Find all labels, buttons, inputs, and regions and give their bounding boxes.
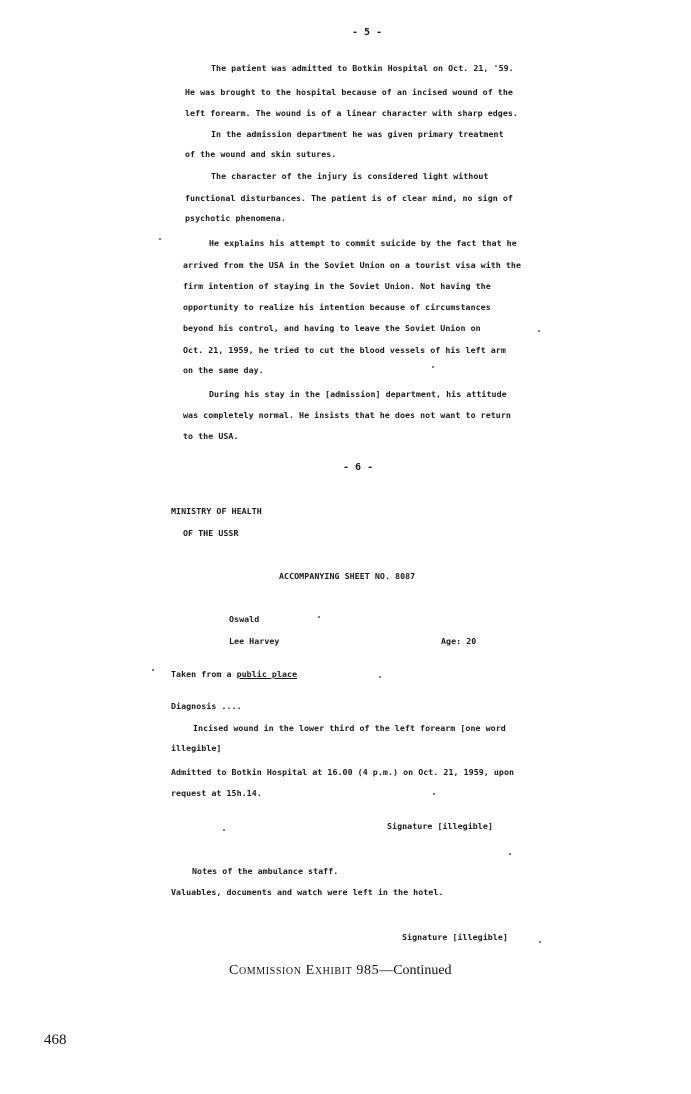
body-line: During his stay in the [admission] department, his attitude (209, 389, 507, 399)
scan-speck (432, 366, 434, 368)
signature-line: Signature [illegible] (387, 821, 493, 831)
ministry-heading: MINISTRY OF HEALTH (171, 506, 262, 516)
scan-speck (509, 853, 511, 855)
scan-speck (539, 941, 541, 943)
body-line: The patient was admitted to Botkin Hospital on Oct. 21, '59. (211, 63, 514, 73)
notes-text: Valuables, documents and watch were left in the hotel. (171, 887, 444, 897)
body-line: functional disturbances. The patient is of clear mind, no sign of (185, 193, 513, 203)
folio-number: 468 (44, 1032, 67, 1048)
page-number-6: - 6 - (343, 462, 374, 473)
signature-line: Signature [illegible] (402, 932, 508, 942)
body-line: He was brought to the hospital because of an incised wound of the (185, 87, 513, 97)
patient-surname: Oswald (229, 614, 260, 624)
diagnosis-label: Diagnosis .... (171, 701, 242, 711)
scan-speck (152, 669, 154, 671)
body-line: arrived from the USA in the Soviet Union on a tourist visa with the (183, 260, 522, 270)
taken-from-label: Taken from a (171, 669, 237, 679)
patient-given-names: Lee Harvey (229, 636, 280, 646)
body-line: beyond his control, and having to leave the Soviet Union on (183, 323, 481, 333)
exhibit-name: Commission Exhibit 985 (229, 963, 380, 978)
body-line: firm intention of staying in the Soviet Union. Not having the (183, 281, 491, 291)
body-line: opportunity to realize his intention because of circumstances (183, 302, 491, 312)
admission-text: request at 15h.14. (171, 788, 262, 798)
body-line: The character of the injury is considered light without (211, 171, 489, 181)
exhibit-caption (229, 963, 452, 979)
body-line: was completely normal. He insists that he does not want to return (183, 410, 511, 420)
scan-speck (223, 829, 225, 831)
body-line: He explains his attempt to commit suicide by the fact that he (209, 238, 517, 248)
body-line: to the USA. (183, 431, 239, 441)
scan-speck (433, 793, 435, 795)
admission-text: Admitted to Botkin Hospital at 16.00 (4 p.m.) on Oct. 21, 1959, upon (171, 767, 515, 777)
ministry-heading: OF THE USSR (183, 528, 239, 538)
scan-speck (538, 330, 540, 332)
scan-speck (159, 238, 161, 240)
body-line: Oct. 21, 1959, he tried to cut the blood vessels of his left arm (183, 345, 506, 355)
body-line: on the same day. (183, 365, 264, 375)
scan-speck (318, 616, 320, 618)
patient-age: Age: 20 (441, 636, 477, 646)
diagnosis-text: illegible] (171, 743, 222, 753)
body-line: of the wound and skin sutures. (185, 149, 337, 159)
body-line: In the admission department he was given primary treatment (211, 129, 504, 139)
body-line: left forearm. The wound is of a linear character with sharp edges. (185, 108, 518, 118)
page-number-5: - 5 - (352, 27, 383, 38)
taken-from-line (171, 668, 297, 680)
notes-heading: Notes of the ambulance staff. (192, 866, 339, 876)
scan-speck (379, 676, 381, 678)
taken-from-place: public place (236, 669, 298, 679)
body-line: psychotic phenomena. (185, 213, 286, 223)
sheet-title: ACCOMPANYING SHEET NO. 8087 (279, 571, 416, 581)
exhibit-suffix: —Continued (379, 963, 452, 978)
diagnosis-text: Incised wound in the lower third of the left forearm [one word (193, 723, 506, 733)
